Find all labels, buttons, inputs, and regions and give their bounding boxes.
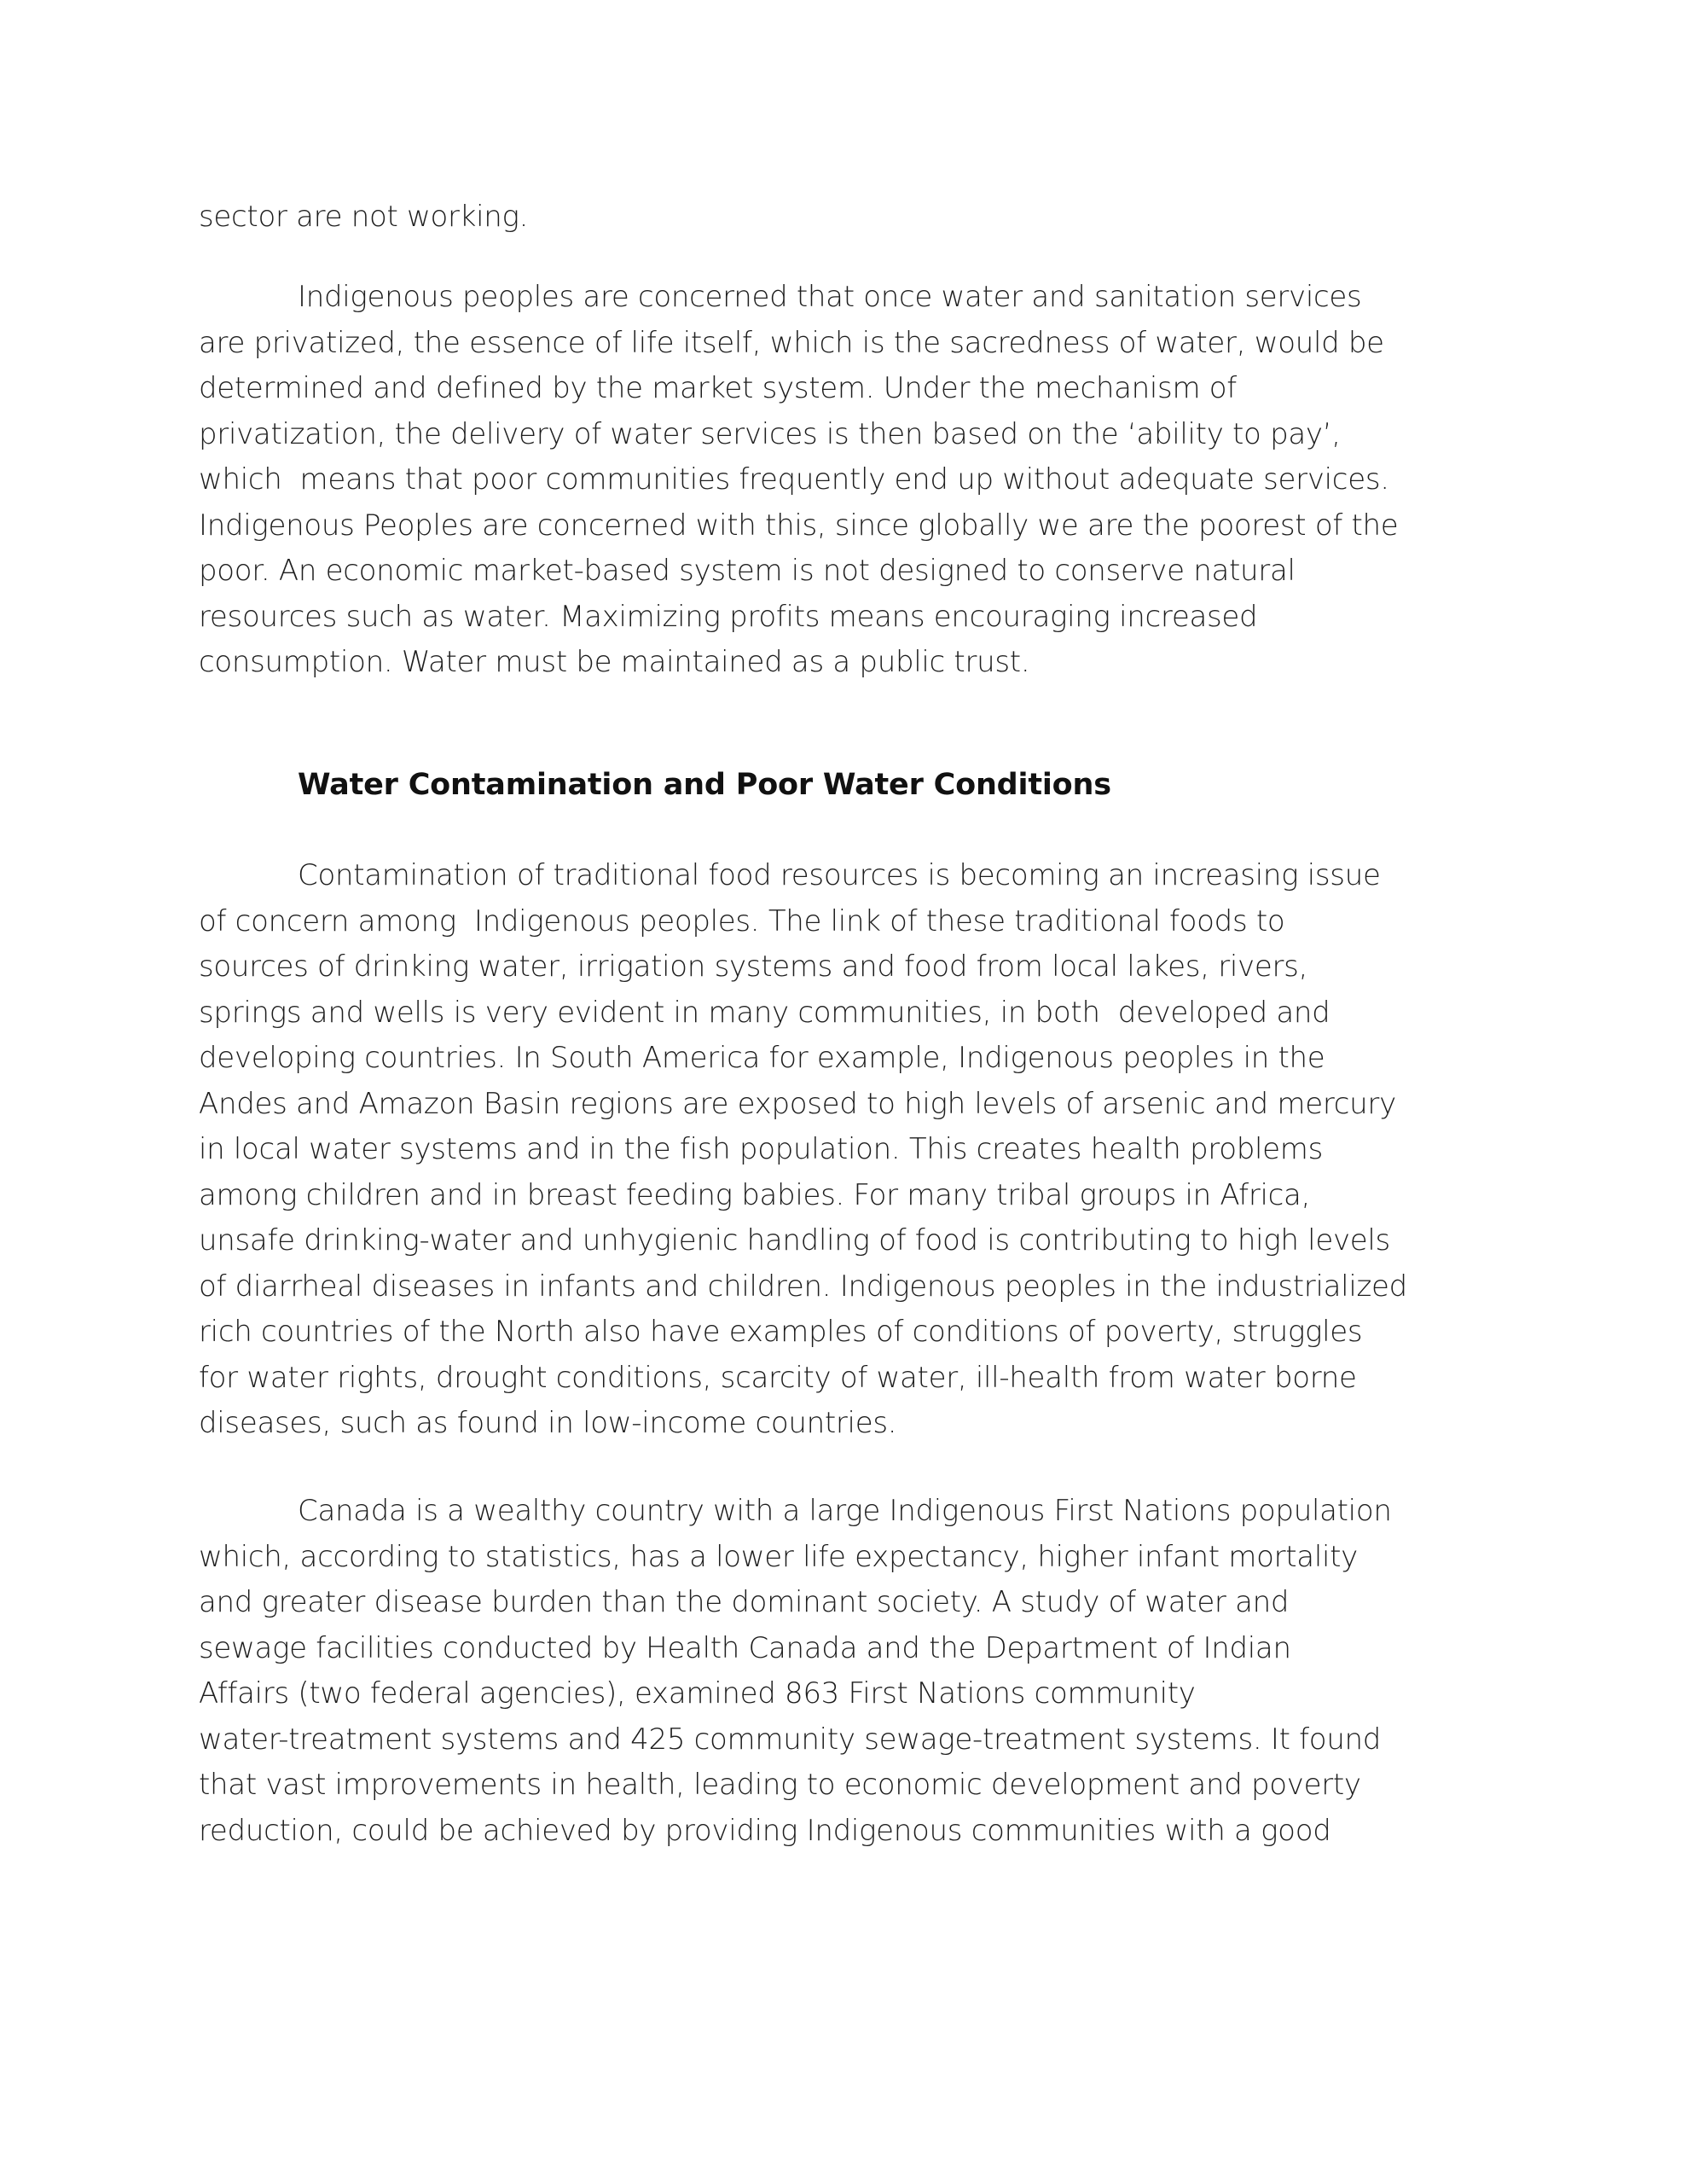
text-line: unsafe drinking-water and unhygienic handling of food is contributing to high levels [199,1223,1390,1258]
text-line: Indigenous peoples are concerned that once water and sanitation services [298,280,1362,314]
text-line: poor. An economic market-based system is not designed to conserve natural [199,554,1296,588]
text-line: among children and in breast feeding babies. For many tribal groups in Africa, [199,1177,1311,1212]
text-line: for water rights, drought conditions, scarcity of water, ill-health from water borne [199,1360,1357,1395]
text-line: determined and defined by the market system. Under the mechanism of [199,371,1237,405]
text-line: sector are not working. [199,200,529,234]
text-line: reduction, could be achieved by providing Indigenous communities with a good [199,1813,1331,1848]
text-line: developing countries. In South America for example, Indigenous peoples in the [199,1041,1325,1075]
text-line: rich countries of the North also have examples of conditions of poverty, struggles [199,1315,1363,1349]
paragraph-privatization [199,275,1488,686]
text-line: are privatized, the essence of life itself, which is the sacredness of water, would be [199,325,1384,360]
text-line: Contamination of traditional food resources is becoming an increasing issue [298,858,1381,892]
continuation-text [199,195,1488,241]
text-line: water-treatment systems and 425 community sewage-treatment systems. It found [199,1722,1382,1757]
text-line: Indigenous Peoples are concerned with this, since globally we are the poorest of the [199,508,1399,543]
text-line: of diarrheal diseases in infants and children. Indigenous peoples in the industrialized [199,1269,1407,1304]
paragraph-contamination [199,853,1488,1447]
section-heading: Water Contamination and Poor Water Conditions [298,768,1111,802]
text-line: which means that poor communities frequently end up without adequate services. [199,462,1389,497]
text-line: resources such as water. Maximizing profits means encouraging increased [199,599,1258,634]
text-line: of concern among Indigenous peoples. The link of these traditional foods to [199,903,1285,938]
text-line: which, according to statistics, has a lower life expectancy, higher infant mortality [199,1539,1358,1574]
paragraph-canada [199,1489,1488,1854]
text-line: sources of drinking water, irrigation systems and food from local lakes, rivers, [199,950,1308,984]
text-line: consumption. Water must be maintained as a public trust. [199,645,1030,679]
text-line: and greater disease burden than the dominant society. A study of water and [199,1585,1290,1619]
text-line: Canada is a wealthy country with a large Indigenous First Nations population [298,1494,1392,1528]
text-line: Andes and Amazon Basin regions are exposed to high levels of arsenic and mercury [199,1086,1396,1121]
text-line: that vast improvements in health, leading to economic development and poverty [199,1768,1361,1802]
text-line: sewage facilities conducted by Health Canada and the Department of Indian [199,1630,1291,1665]
text-line: diseases, such as found in low-income countries. [199,1406,897,1440]
text-line: privatization, the delivery of water services is then based on the ‘ability to pay’, [199,416,1341,451]
text-line: Affairs (two federal agencies), examined 863 First Nations community [199,1676,1196,1711]
text-line: springs and wells is very evident in many communities, in both developed and [199,995,1330,1030]
text-line: in local water systems and in the fish population. This creates health problems [199,1132,1324,1166]
